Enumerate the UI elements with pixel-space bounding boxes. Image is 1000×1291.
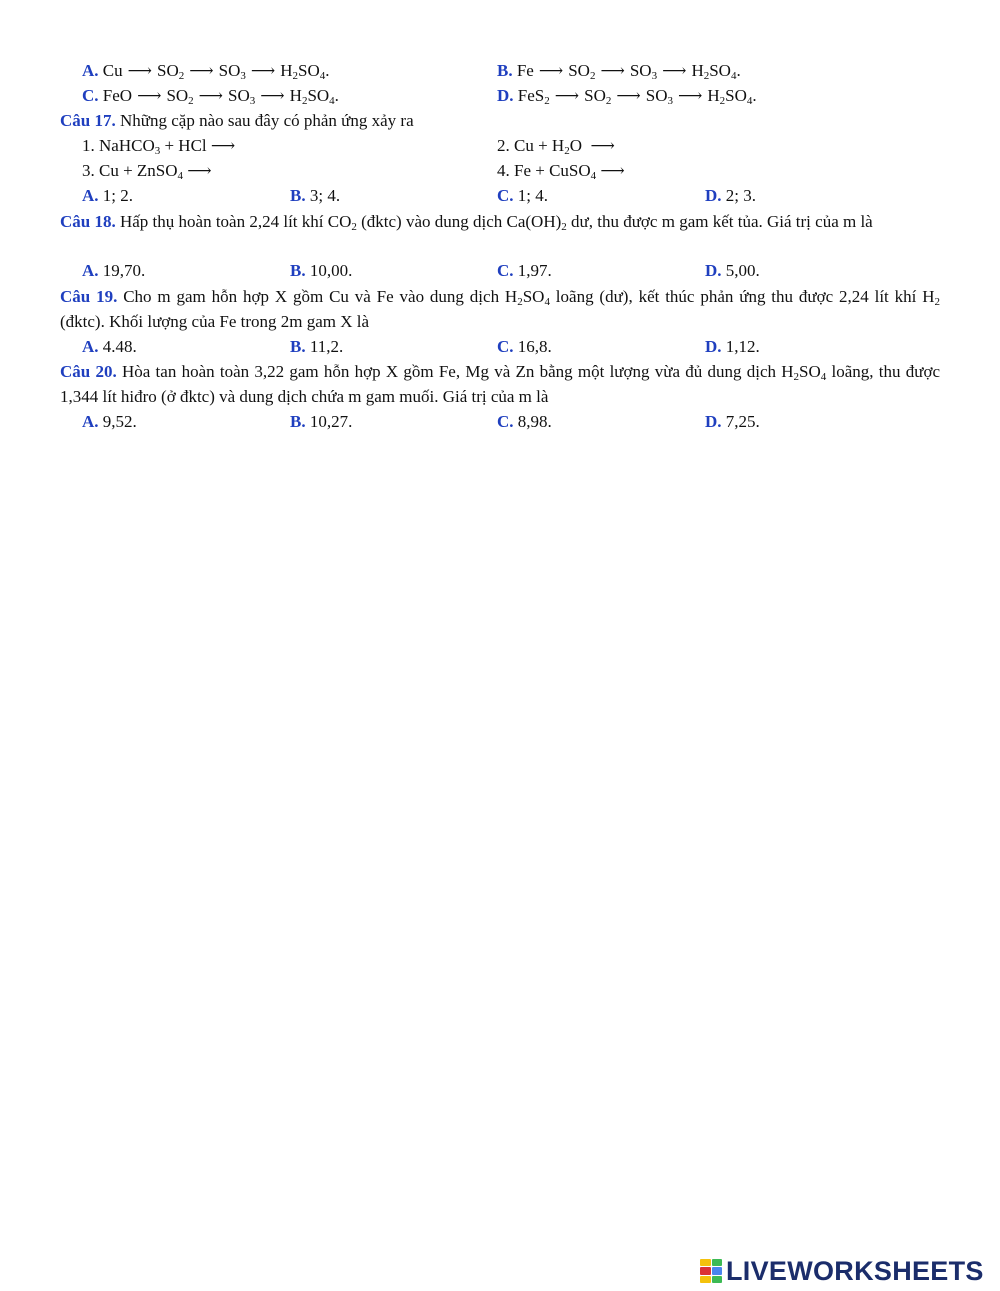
q17-option-c[interactable] [497, 185, 548, 207]
q20-text: Hòa tan hoàn toàn 3,22 gam hỗn hợp X gồm Fe, Mg và Zn bằng một lượng vừa đủ dung dịch $H_2SO_4$ loãng, thu được 1,344 lít hiđro (ở đktc) và dung dịch chứa m gam muối. Giá trị của m là [60, 362, 941, 406]
chain-species: $SO_2$ [166, 86, 194, 107]
option-label: A. [82, 61, 99, 80]
q20-option-d-text: 7,25. [725, 412, 760, 431]
q18-option-a-text: 19,70. [102, 261, 146, 280]
q17-question [60, 110, 414, 132]
q17-option-d-text: 2; 3. [725, 186, 757, 205]
q20-option-a[interactable] [82, 411, 137, 433]
q20-question [60, 359, 940, 409]
q17-option-b-label: B. [290, 186, 306, 205]
chain-species: $H_2SO_4$. [707, 86, 757, 107]
chain-species: $H_2SO_4$. [280, 61, 330, 82]
chain-species: $SO_3$ [629, 61, 658, 82]
q17-option-a-text: 1; 2. [102, 186, 134, 205]
logo-square [712, 1276, 723, 1283]
q19-option-b[interactable] [290, 336, 343, 358]
arrow-icon: ⟶ [127, 61, 152, 80]
q18-option-c[interactable] [497, 260, 552, 282]
q19-option-d-text: 1,12. [725, 337, 760, 356]
q20-option-b-label: B. [290, 412, 306, 431]
q19-option-d[interactable] [705, 336, 760, 358]
q20-option-c-label: C. [497, 412, 514, 431]
q17-item-1: 1. NaHCO$_3$ + HCl ⟶ [82, 136, 236, 157]
logo-square [712, 1267, 723, 1274]
q18-option-b-text: 10,00. [309, 261, 353, 280]
arrow-icon: ⟶ [538, 61, 564, 80]
q20-option-c[interactable] [497, 411, 552, 433]
chain-species: FeO [102, 86, 133, 105]
q17-number: Câu 17. [60, 111, 116, 130]
q17-option-d[interactable] [705, 185, 756, 207]
arrow-icon: ⟶ [250, 61, 276, 80]
arrow-icon: ⟶ [616, 86, 641, 105]
arrow-icon: ⟶ [677, 86, 703, 105]
q19-question [60, 284, 940, 334]
q18-option-d[interactable] [705, 260, 760, 282]
q18-option-c-label: C. [497, 261, 514, 280]
q19-number: Câu 19. [60, 287, 118, 306]
q16-option-b[interactable] [497, 60, 741, 82]
q20-number: Câu 20. [60, 362, 117, 381]
arrow-icon: ⟶ [189, 61, 214, 80]
q18-question [60, 209, 940, 234]
q20-option-b-text: 10,27. [309, 412, 353, 431]
q18-option-d-text: 5,00. [725, 261, 760, 280]
chain-species: $H_2SO_4$. [289, 86, 339, 107]
q18-number: Câu 18. [60, 212, 116, 231]
q19-option-b-label: B. [290, 337, 306, 356]
q19-option-a[interactable] [82, 336, 137, 358]
chain-species: FeS$_2$ [517, 86, 550, 107]
chain-species: $SO_2$ [568, 61, 596, 82]
chain-species: $SO_3$ [218, 61, 246, 82]
q18-option-a-label: A. [82, 261, 99, 280]
option-label: C. [82, 86, 99, 105]
option-label: B. [497, 61, 513, 80]
q17-item-4: 4. Fe + CuSO$_4$ ⟶ [497, 161, 625, 182]
q17-item-3: 3. Cu + ZnSO$_4$ ⟶ [82, 161, 212, 182]
liveworksheets-logo-icon [700, 1259, 722, 1283]
q17-option-c-text: 1; 4. [517, 186, 549, 205]
arrow-icon: ⟶ [600, 61, 625, 80]
chain-species: $SO_2$ [157, 61, 185, 82]
liveworksheets-logo[interactable] [700, 1256, 984, 1286]
q19-option-d-label: D. [705, 337, 722, 356]
q17-option-a[interactable] [82, 185, 133, 207]
q17-option-d-label: D. [705, 186, 722, 205]
logo-square [700, 1276, 711, 1283]
q19-option-b-text: 11,2. [309, 337, 344, 356]
logo-square [712, 1259, 723, 1266]
q18-option-d-label: D. [705, 261, 722, 280]
q16-option-c[interactable] [82, 85, 339, 107]
q17-option-b[interactable] [290, 185, 340, 207]
q20-option-a-text: 9,52. [102, 412, 137, 431]
arrow-icon: ⟶ [137, 86, 162, 105]
q20-option-a-label: A. [82, 412, 99, 431]
logo-square [700, 1259, 711, 1266]
arrow-icon: ⟶ [198, 86, 224, 105]
chain-species: $SO_2$ [584, 86, 612, 107]
q18-option-a[interactable] [82, 260, 145, 282]
q20-option-d-label: D. [705, 412, 722, 431]
q19-option-a-label: A. [82, 337, 99, 356]
option-label: D. [497, 86, 514, 105]
q16-option-a[interactable] [82, 60, 329, 82]
q19-option-c-text: 16,8. [517, 337, 552, 356]
q19-text: Cho m gam hỗn hợp X gồm Cu và Fe vào dung dịch $H_2SO_4$ loãng (dư), kết thúc phản ứng thu được 2,24 lít khí $H_2$ (đktc). Khối lượng của Fe trong 2m gam X là [60, 287, 941, 331]
q20-option-b[interactable] [290, 411, 352, 433]
q18-option-c-text: 1,97. [517, 261, 552, 280]
q18-option-b[interactable] [290, 260, 352, 282]
q18-text: Hấp thụ hoàn toàn 2,24 lít khí $CO_2$ (đktc) vào dung dịch $Ca(OH)_2$ dư, thu được m gam kết tủa. Giá trị của m là [119, 212, 873, 233]
q19-option-c[interactable] [497, 336, 552, 358]
q19-option-a-text: 4.48. [102, 337, 137, 356]
q18-option-b-label: B. [290, 261, 306, 280]
q17-option-b-text: 3; 4. [309, 186, 341, 205]
chain-species: $H_2SO_4$. [691, 61, 741, 82]
q20-option-c-text: 8,98. [517, 412, 552, 431]
arrow-icon: ⟶ [260, 86, 285, 105]
q17-option-c-label: C. [497, 186, 514, 205]
chain-species: $SO_3$ [228, 86, 256, 107]
q17-option-a-label: A. [82, 186, 99, 205]
chain-species: Fe [516, 61, 534, 80]
arrow-icon: ⟶ [662, 61, 687, 80]
logo-square [700, 1267, 711, 1274]
q20-option-d[interactable] [705, 411, 760, 433]
q17-item-2: 2. $Cu + H_2O$ ⟶ [497, 136, 615, 157]
q16-option-d[interactable] [497, 85, 757, 107]
chain-species: Cu [102, 61, 123, 80]
chain-species: $SO_3$ [645, 86, 673, 107]
arrow-icon: ⟶ [554, 86, 580, 105]
q19-option-c-label: C. [497, 337, 514, 356]
liveworksheets-logo-text: LIVEWORKSHEETS [726, 1255, 984, 1286]
q17-text: Những cặp nào sau đây có phản ứng xảy ra [119, 111, 414, 130]
